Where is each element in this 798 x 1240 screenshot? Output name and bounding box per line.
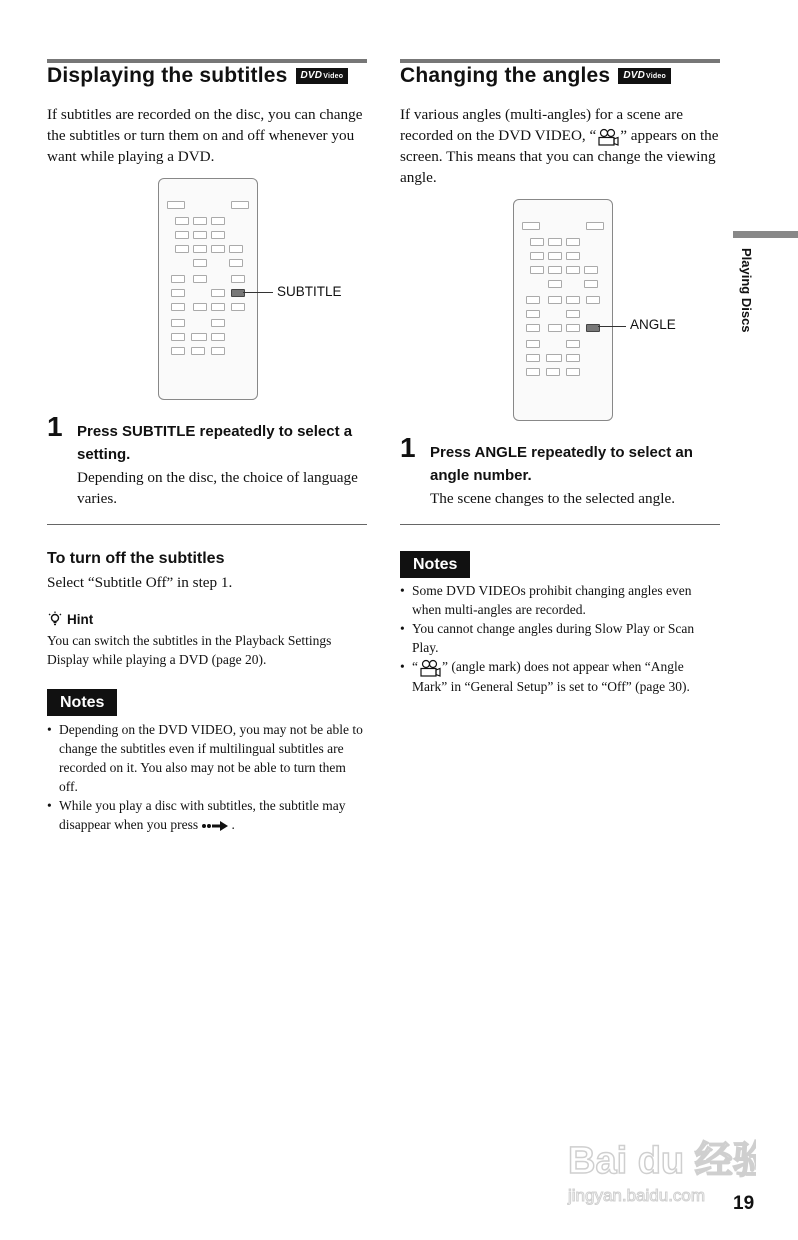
- step-number: 1: [400, 432, 416, 463]
- angle-mark-icon: [596, 128, 620, 146]
- turn-off-heading: To turn off the subtitles: [47, 550, 225, 567]
- svg-text:jingyan.baidu.com: jingyan.baidu.com: [568, 1186, 706, 1205]
- notes-badge: Notes: [47, 689, 117, 716]
- subtitle-key-highlight: [231, 289, 245, 297]
- notes-list: [47, 720, 367, 834]
- chapter-tab-bar: [733, 231, 798, 238]
- intro-paragraph: If subtitles are recorded on the disc, you can change the subtitles or turn them on and off whenever you want while playing a DVD.: [47, 106, 363, 165]
- remote-control-illustration: [158, 178, 258, 400]
- section-title-angles: [400, 64, 671, 88]
- baidu-watermark: [566, 1125, 756, 1205]
- lightbulb-icon: [47, 611, 63, 627]
- step-heading: Press SUBTITLE repeatedly to select a setting.: [77, 423, 353, 463]
- turn-off-body: Select “Subtitle Off” in step 1.: [47, 574, 233, 591]
- section-rule: [47, 59, 367, 63]
- section-title-text: Displaying the subtitles: [47, 64, 288, 87]
- hint-heading: [47, 611, 93, 627]
- angle-mark-icon: [418, 659, 442, 677]
- note-item: • You cannot change angles during Slow Play or Scan Play.: [400, 619, 720, 657]
- subtitle-callout-line: [243, 292, 273, 293]
- step-body: Depending on the disc, the choice of language varies.: [77, 469, 358, 507]
- notes-list: [400, 581, 720, 696]
- section-divider: [400, 524, 720, 525]
- note-item: • Depending on the DVD VIDEO, you may not be able to change the subtitles even if multilingual subtitles are recorded on it. You also may not be able to turn them off.: [47, 720, 367, 796]
- section-divider: [47, 524, 367, 525]
- subtitle-callout-label: SUBTITLE: [277, 284, 342, 299]
- step-heading: Press ANGLE repeatedly to select an angle number.: [430, 444, 693, 484]
- chapter-side-label: Playing Discs: [739, 248, 754, 333]
- hint-body: You can switch the subtitles in the Playback Settings Display while playing a DVD (page 20).: [47, 633, 332, 667]
- section-rule: [400, 59, 720, 63]
- angle-callout-label: ANGLE: [630, 317, 676, 332]
- subtitle-off-arrow-icon: [201, 821, 231, 831]
- dvd-video-badge: DVDVideo: [296, 68, 349, 84]
- section-title-text: Changing the angles: [400, 64, 611, 87]
- angle-callout-line: [598, 326, 626, 327]
- note-item: • Some DVD VIDEOs prohibit changing angles even when multi-angles are recorded.: [400, 581, 720, 619]
- remote-control-illustration: [513, 199, 613, 421]
- page-number: 19: [733, 1193, 755, 1214]
- hint-label: Hint: [67, 611, 94, 627]
- note-item: • While you play a disc with subtitles, the subtitle may disappear when you press .: [47, 796, 367, 834]
- dvd-video-badge: DVDVideo: [618, 68, 671, 84]
- step-number: 1: [47, 411, 63, 442]
- notes-badge: Notes: [400, 551, 470, 578]
- svg-text:Bai du 经验: Bai du 经验: [568, 1140, 756, 1182]
- section-title-subtitles: [47, 64, 348, 88]
- step-body: The scene changes to the selected angle.: [430, 490, 675, 507]
- intro-paragraph: If various angles (multi-angles) for a scene are recorded on the DVD VIDEO, “ ” appears on the screen. This means that you can change the viewing angle.: [400, 106, 719, 186]
- note-item: • “ ” (angle mark) does not appear when “Angle Mark” in “General Setup” is set to “Off” (page 30).: [400, 657, 720, 696]
